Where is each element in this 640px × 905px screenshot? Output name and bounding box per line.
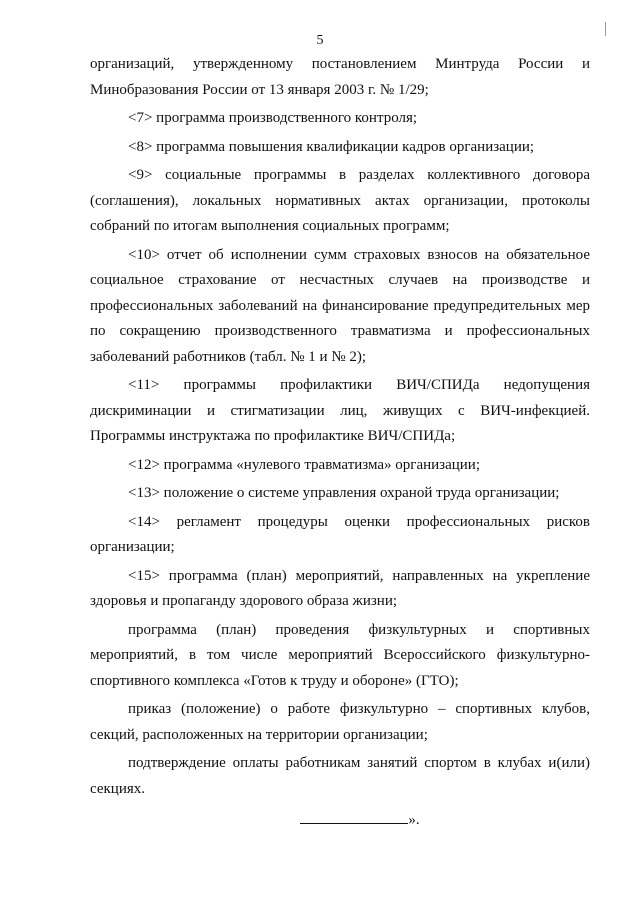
paragraph: <13> положение о системе управления охраной труда организации;: [128, 485, 560, 501]
paragraph: <9> социальные программы в разделах коллективного договора (соглашения), локальных нормативных актах организации, протоколы собраний по итогам выполнения социальных программ;: [90, 167, 590, 234]
paragraph: <15> программа (план) мероприятий, направленных на укрепление здоровья и пропаганду здорового образа жизни;: [90, 567, 590, 609]
signature-blank-line: [300, 809, 408, 824]
paragraph: <8> программа повышения квалификации кадров организации;: [128, 138, 535, 155]
paragraph: <12> программа «нулевого травматизма» организации;: [128, 456, 480, 473]
paragraph: организаций, утвержденному постановлением Минтруда России и Минобразования России от 13 января 2003 г. № 1/29;: [90, 56, 590, 98]
paragraph: подтверждение оплаты работникам занятий спортом в клубах и(или) секциях.: [90, 755, 590, 797]
paragraph: <11> программы профилактики ВИЧ/СПИДа недопущения дискриминации и стигматизации лиц, живущих с ВИЧ-инфекцией. Программы инструктажа по профилактике ВИЧ/СПИДа;: [90, 377, 590, 444]
closing-quote-mark: ».: [408, 812, 420, 828]
paragraph: <7> программа производственного контроля;: [128, 110, 418, 126]
paragraph: программа (план) проведения физкультурных и спортивных мероприятий, в том числе мероприятий Всероссийского физкультурно-спортивного комплекса «Готов к труду и обороне» (ГТО);: [90, 621, 590, 689]
closing-line: [90, 808, 590, 834]
paragraph: <14> регламент процедуры оценки профессиональных рисков организации;: [90, 513, 590, 555]
page-number: 5: [316, 33, 324, 48]
paragraph: <10> отчет об исполнении сумм страховых взносов на обязательное социальное страхование от несчастных случаев на производстве и профессиональных заболеваний на финансирование предупредительных мер по сокращению производственного травматизма и профессиональных заболеваний работников (табл. № 1 и № 2);: [90, 246, 590, 365]
document-body: [90, 52, 590, 834]
paragraph: приказ (положение) о работе физкультурно – спортивных клубов, секций, расположенных на территории организации;: [90, 701, 590, 743]
